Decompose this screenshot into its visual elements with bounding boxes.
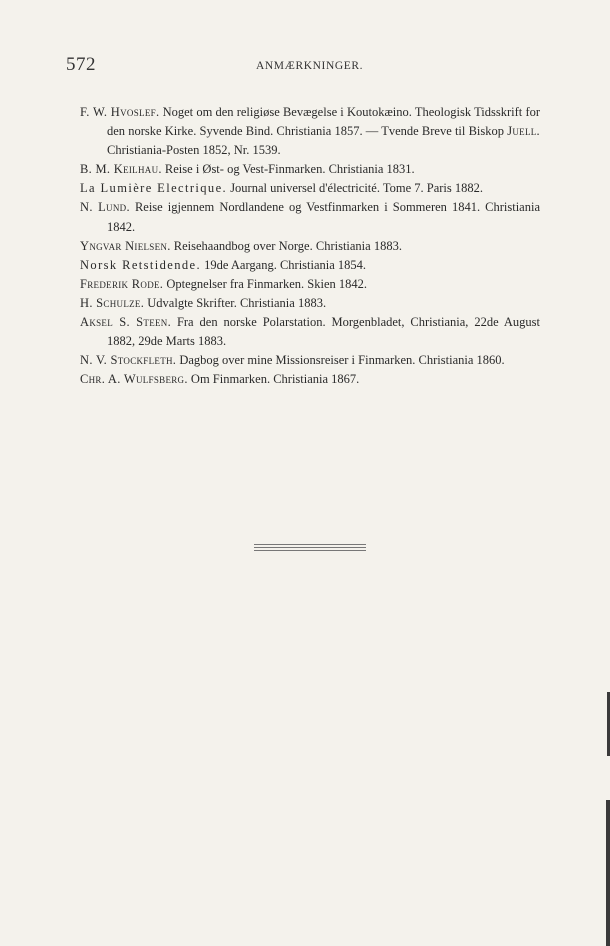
- bibliography-entry: [80, 256, 540, 275]
- divider-line: [254, 544, 366, 545]
- bibliography-entry: [80, 103, 540, 160]
- entry-text: Noget om den religiøse Bevægelse i Koutokæino. Theologisk Tidsskrift for den norske Kirke. Syvende Bind. Christiania 1857. — Tvende Breve til Biskop: [107, 105, 541, 139]
- divider-line: [254, 550, 366, 551]
- entry-author: Chr. A. Wulfsberg.: [80, 372, 188, 387]
- entry-text: Reise i Øst- og Vest-Finmarken. Christiania 1831.: [164, 162, 415, 177]
- entry-text: Dagbog over mine Missionsreiser i Finmarken. Christiania 1860.: [179, 353, 505, 368]
- entry-text: Reise igjennem Nordlandene og Vestfinmarken i Sommeren 1841. Christiania 1842.: [107, 200, 541, 234]
- bibliography-entry: [80, 237, 540, 256]
- entry-text: Udvalgte Skrifter. Christiania 1883.: [147, 295, 327, 310]
- bibliography-list: [80, 103, 540, 389]
- entry-text: Fra den norske Polarstation. Morgenbladet, Christiania, 22de August 1882, 29de Marts 1883.: [107, 315, 540, 349]
- entry-text: Reisehaandbog over Norge. Christiania 1883.: [173, 238, 402, 253]
- entry-text: 19de Aargang. Christiania 1854.: [204, 257, 367, 272]
- bibliography-entry: [80, 179, 540, 198]
- entry-author: B. M. Keilhau.: [80, 162, 162, 177]
- bibliography-entry: [80, 294, 540, 313]
- entry-author: H. Schulze.: [80, 295, 145, 310]
- bibliography-entry: [80, 160, 540, 179]
- entry-author: F. W. Hvoslef.: [80, 105, 160, 119]
- entry-text-cont: Christiania-Posten 1852, Nr. 1539.: [107, 143, 281, 158]
- entry-author-inline: Juell.: [507, 124, 540, 139]
- entry-text: Om Finmarken. Christiania 1867.: [190, 372, 360, 387]
- bibliography-entry: [80, 370, 540, 389]
- entry-title-spaced: Norsk Retstidende.: [80, 257, 202, 272]
- entry-title-spaced: La Lumière Electrique.: [80, 181, 228, 196]
- entry-text: Journal universel d'électricité. Tome 7. Paris 1882.: [230, 181, 484, 196]
- bibliography-entry: [80, 198, 540, 236]
- entry-author: N. V. Stockfleth.: [80, 353, 177, 368]
- bibliography-entry: [80, 313, 540, 351]
- divider-line: [254, 547, 366, 548]
- entry-author: Frederik Rode.: [80, 276, 164, 291]
- entry-text: Optegnelser fra Finmarken. Skien 1842.: [166, 276, 368, 291]
- entry-author: N. Lund.: [80, 200, 130, 215]
- bibliography-entry: [80, 351, 540, 370]
- page-edge-shadow: [606, 800, 610, 946]
- page-header: [0, 54, 610, 78]
- end-rule: [254, 544, 366, 553]
- running-head: ANMÆRKNINGER.: [256, 60, 364, 72]
- page-number: 572: [66, 54, 96, 75]
- bibliography-entry: [80, 275, 540, 294]
- entry-author: Yngvar Nielsen.: [80, 238, 171, 253]
- entry-author: Aksel S. Steen.: [80, 315, 172, 330]
